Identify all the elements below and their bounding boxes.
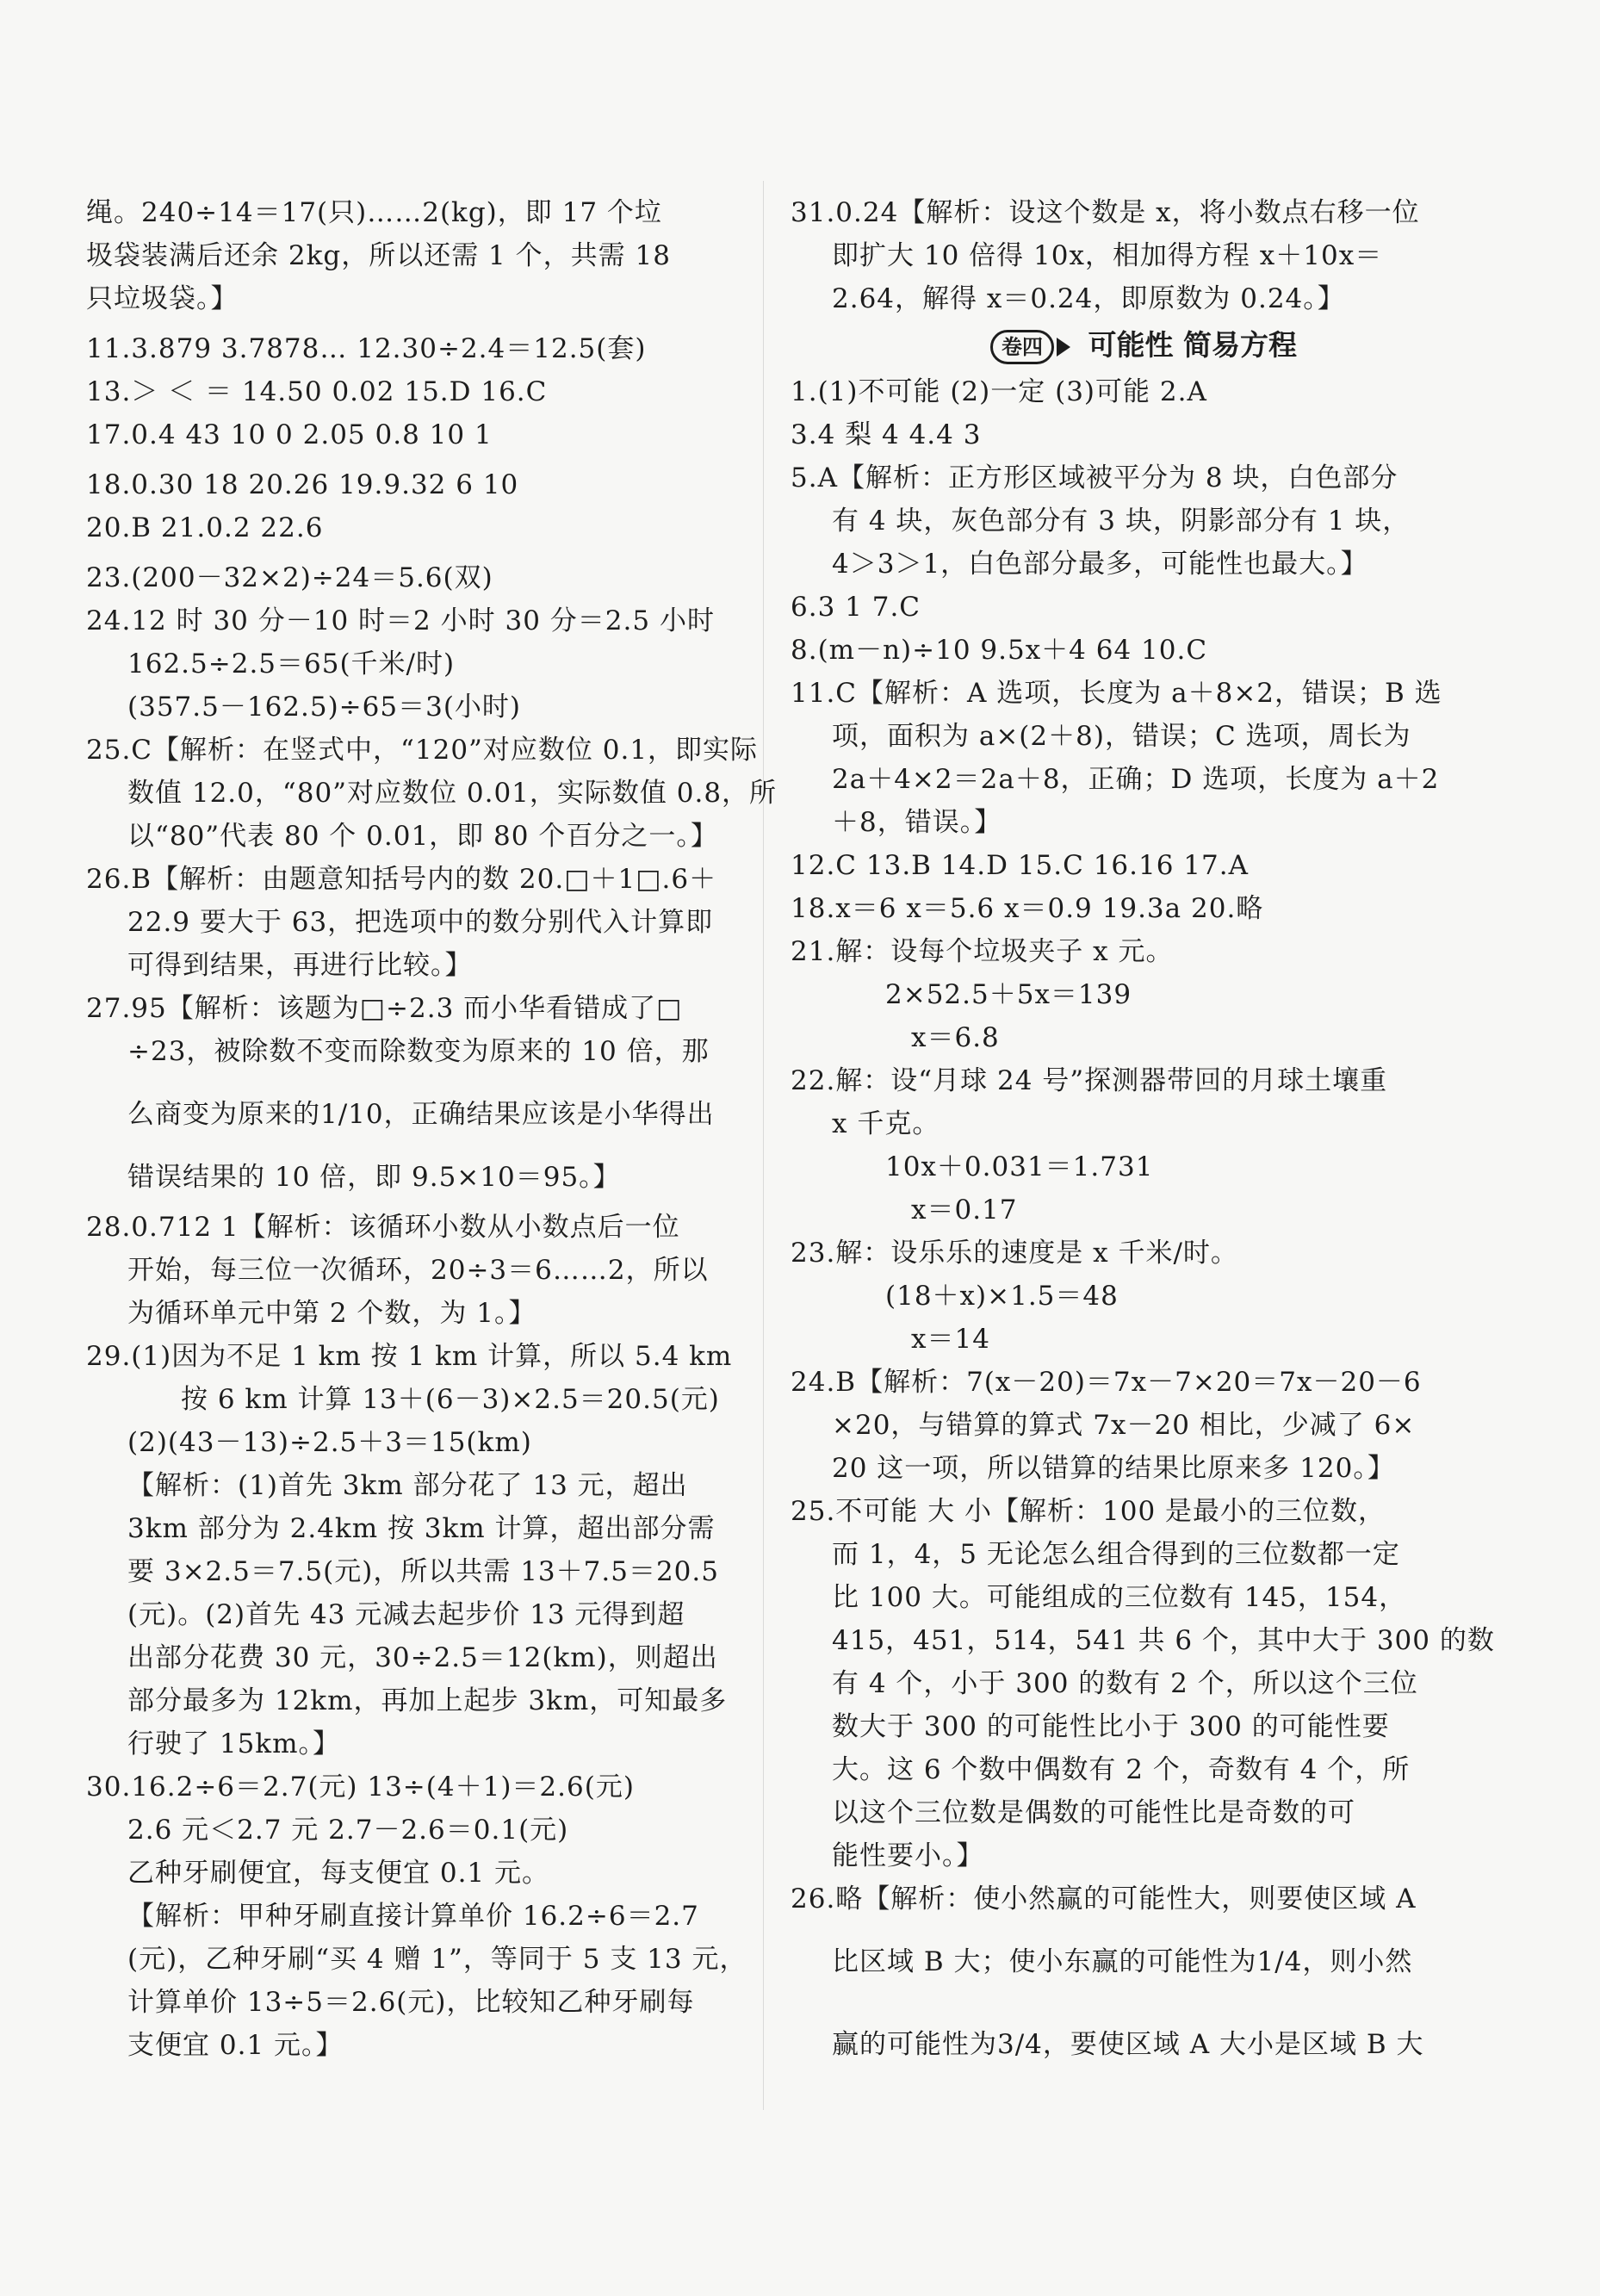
answer-line: 26.B【解析：由题意知括号内的数 20.□＋1□.6＋: [86, 864, 717, 895]
answer-line: 23.(200－32×2)÷24＝5.6(双): [86, 562, 493, 593]
text-line: 部分最多为 12km，再加上起步 3km，可知最多: [127, 1685, 728, 1716]
text-line: 乙种牙刷便宜，每支便宜 0.1 元。: [127, 1858, 550, 1889]
text-line: 数大于 300 的可能性比小于 300 的可能性要: [832, 1711, 1390, 1742]
answer-line: 5.A【解析：正方形区域被平分为 8 块，白色部分: [791, 462, 1398, 493]
text-line: 有 4 块，灰色部分有 3 块，阴影部分有 1 块，: [832, 506, 1411, 537]
answer-line: 20.B 21.0.2 22.6: [86, 512, 324, 543]
text-line: 赢的可能性为3/4，要使区域 A 大小是区域 B 大: [832, 2029, 1424, 2060]
answer-line: 24.B【解析：7(x－20)＝7x－7×20＝7x－20－6: [791, 1367, 1422, 1398]
text-line: ＋8，错误。】: [832, 807, 1002, 838]
text-line: 数值 12.0，“80”对应数位 0.01，实际数值 0.8，所: [127, 778, 778, 809]
answer-line: 3.4 梨 4 4.4 3: [791, 419, 982, 450]
answer-line: 8.(m－n)÷10 9.5x＋4 64 10.C: [791, 635, 1208, 666]
text-line: 【解析：(1)首先 3km 部分花了 13 元，超出: [127, 1470, 688, 1501]
text-line: (2)(43－13)÷2.5＋3＝15(km): [127, 1427, 532, 1458]
answer-line: 18.x＝6 x＝5.6 x＝0.9 19.3a 20.略: [791, 893, 1264, 924]
text-line: 比 100 大。可能组成的三位数有 145，154，: [832, 1582, 1407, 1613]
left-column: [86, 191, 792, 2067]
equation-line: (18＋x)×1.5＝48: [885, 1281, 1119, 1312]
right-column: [791, 191, 1497, 2086]
text-line: ×20，与错算的算式 7x－20 相比，少减了 6×: [832, 1410, 1416, 1441]
text-line: 出部分花费 30 元，30÷2.5＝12(km)，则超出: [127, 1642, 718, 1673]
answer-line: 27.95【解析：该题为□÷2.3 而小华看错成了□: [86, 993, 683, 1024]
answer-line: 23.解：设乐乐的速度是 x 千米/时。: [791, 1238, 1238, 1269]
answer-line: 11.C【解析：A 选项，长度为 a＋8×2，错误；B 选: [791, 678, 1442, 709]
answer-line: 31.0.24【解析：设这个数是 x，将小数点右移一位: [791, 197, 1420, 228]
answer-line: 25.不可能 大 小【解析：100 是最小的三位数，: [791, 1496, 1386, 1527]
answer-line: 1.(1)不可能 (2)一定 (3)可能 2.A: [791, 376, 1207, 407]
answer-line: 11.3.879 3.7878… 12.30÷2.4＝12.5(套): [86, 333, 647, 364]
answer-line: 21.解：设每个垃圾夹子 x 元。: [791, 936, 1174, 967]
text-line: 20 这一项，所以错算的结果比原来多 120。】: [832, 1453, 1395, 1484]
answer-line: 24.12 时 30 分－10 时＝2 小时 30 分＝2.5 小时: [86, 605, 715, 636]
text-line: 计算单价 13÷5＝2.6(元)，比较知乙种牙刷每: [127, 1987, 695, 2018]
text-line: 比区域 B 大；使小东赢的可能性为1/4，则小然: [832, 1946, 1413, 1977]
answer-line: 17.0.4 43 10 0 2.05 0.8 10 1: [86, 419, 493, 450]
text-line: 162.5÷2.5＝65(千米/时): [127, 648, 456, 679]
text-line: 圾袋装满后还余 2kg，所以还需 1 个，共需 18: [86, 240, 671, 271]
equation-line: x＝0.17: [911, 1195, 1018, 1226]
text-line: 而 1，4，5 无论怎么组合得到的三位数都一定: [832, 1539, 1400, 1570]
text-line: x 千克。: [832, 1108, 940, 1139]
text-line: 要 3×2.5＝7.5(元)，所以共需 13＋7.5＝20.5: [127, 1556, 719, 1587]
answer-line: 13.＞ ＜ ＝ 14.50 0.02 15.D 16.C: [86, 376, 548, 407]
text-line: 行驶了 15km。】: [127, 1728, 340, 1759]
answer-line: 26.略【解析：使小然赢的可能性大，则要使区域 A: [791, 1883, 1417, 1914]
answer-line: 18.0.30 18 20.26 19.9.32 6 10: [86, 469, 519, 500]
text-line: 按 6 km 计算 13＋(6－3)×2.5＝20.5(元): [181, 1384, 720, 1415]
text-line: 绳。240÷14＝17(只)……2(kg)，即 17 个垃: [86, 197, 662, 228]
text-line: 能性要小。】: [832, 1840, 984, 1871]
text-line: 415，451，514，541 共 6 个，其中大于 300 的数: [832, 1625, 1495, 1656]
answer-line: 28.0.712 1【解析：该循环小数从小数点后一位: [86, 1212, 680, 1243]
text-line: 可得到结果，再进行比较。】: [127, 950, 473, 981]
text-line: 22.9 要大于 63，把选项中的数分别代入计算即: [127, 907, 714, 938]
text-line: 大。这 6 个数中偶数有 2 个，奇数有 4 个，所: [832, 1754, 1411, 1785]
text-line: 为循环单元中第 2 个数，为 1。】: [127, 1298, 536, 1329]
text-line: (357.5－162.5)÷65＝3(小时): [127, 692, 522, 723]
answer-line: 29.(1)因为不足 1 km 按 1 km 计算，所以 5.4 km: [86, 1341, 733, 1372]
text-line: 有 4 个，小于 300 的数有 2 个，所以这个三位: [832, 1668, 1418, 1699]
text-line: 开始，每三位一次循环，20÷3＝6……2，所以: [127, 1255, 709, 1286]
equation-line: 2×52.5＋5x＝139: [885, 979, 1132, 1010]
text-line: 么商变为原来的1/10，正确结果应该是小华得出: [127, 1099, 715, 1130]
text-line: 支便宜 0.1 元。】: [127, 2030, 344, 2061]
section-title: 可能性 简易方程: [1088, 328, 1297, 362]
answer-line: 30.16.2÷6＝2.7(元) 13÷(4＋1)＝2.6(元): [86, 1772, 635, 1803]
section-badge: 卷四: [990, 330, 1054, 364]
text-line: 项，面积为 a×(2＋8)，错误；C 选项，周长为: [832, 721, 1411, 752]
answer-line: 12.C 13.B 14.D 15.C 16.16 17.A: [791, 850, 1249, 881]
text-line: 【解析：甲种牙刷直接计算单价 16.2÷6＝2.7: [127, 1901, 699, 1932]
answer-line: 22.解：设“月球 24 号”探测器带回的月球土壤重: [791, 1065, 1388, 1096]
text-line: 以“80”代表 80 个 0.01，即 80 个百分之一。】: [127, 821, 718, 852]
equation-line: x＝14: [911, 1324, 990, 1355]
text-line: 错误结果的 10 倍，即 9.5×10＝95。】: [127, 1162, 621, 1193]
text-line: (元)，乙种牙刷“买 4 赠 1”，等同于 5 支 13 元，: [127, 1944, 747, 1975]
text-line: 3km 部分为 2.4km 按 3km 计算，超出部分需: [127, 1513, 716, 1544]
equation-line: 10x＋0.031＝1.731: [885, 1151, 1154, 1182]
text-line: 2a＋4×2＝2a＋8，正确；D 选项，长度为 a＋2: [832, 764, 1440, 795]
text-line: ÷23，被除数不变而除数变为原来的 10 倍，那: [127, 1036, 710, 1067]
section-heading: [791, 322, 1497, 369]
text-line: 即扩大 10 倍得 10x，相加得方程 x＋10x＝: [832, 240, 1383, 271]
text-line: 2.6 元＜2.7 元 2.7－2.6＝0.1(元): [127, 1815, 569, 1846]
text-line: (元)。(2)首先 43 元减去起步价 13 元得到超: [127, 1599, 685, 1630]
text-line: 2.64，解得 x＝0.24，即原数为 0.24。】: [832, 283, 1345, 314]
equation-line: x＝6.8: [911, 1022, 1000, 1053]
text-line: 以这个三位数是偶数的可能性比是奇数的可: [832, 1797, 1355, 1828]
text-line: 只垃圾袋。】: [86, 283, 239, 314]
answer-line: 25.C【解析：在竖式中，“120”对应数位 0.1，即实际: [86, 735, 759, 766]
answer-line: 6.3 1 7.C: [791, 592, 921, 623]
text-line: 4＞3＞1，白色部分最多，可能性也最大。】: [832, 549, 1368, 580]
